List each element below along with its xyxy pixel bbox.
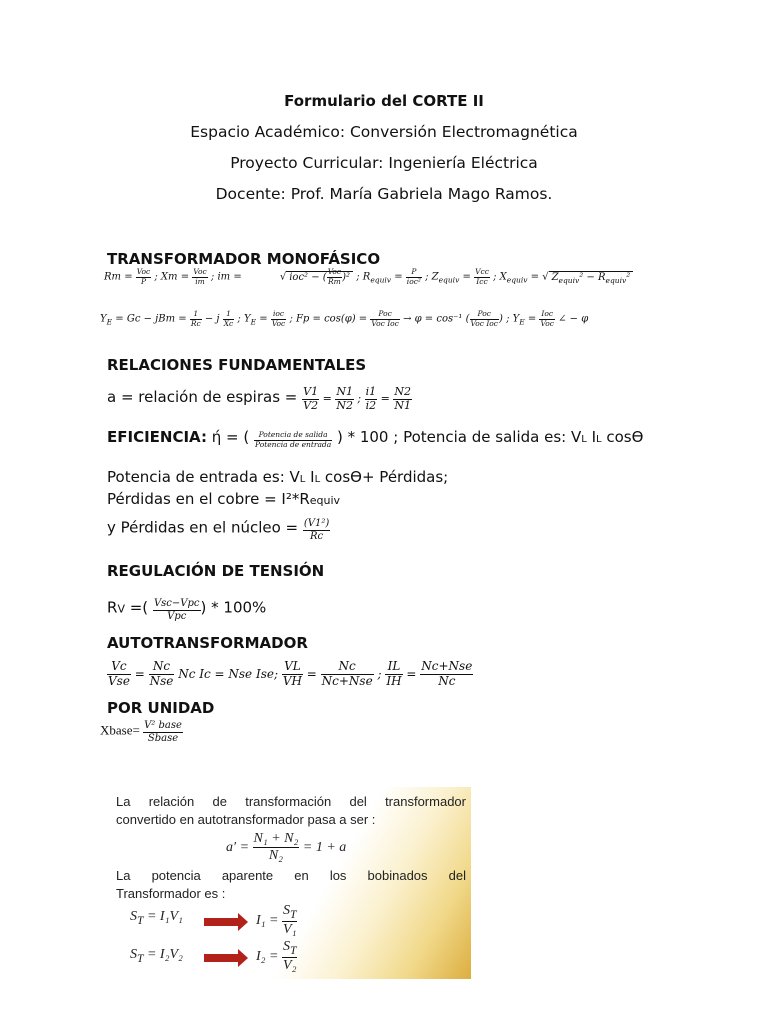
potencia-entrada-text: Potencia de entrada es: VL IL cosϴ+ Pérdidas;: [107, 468, 449, 486]
figure-equation-a: a′ = $\frac{\text{N₁ + N₂}}{\text{N₂}}$ = 1 + a: [226, 831, 347, 864]
figure-equation-i2: I₂ = $\frac{S_T}{\text{V₂}}$: [256, 939, 297, 974]
perdidas-cobre-text: Pérdidas en el cobre = I²*Requiv: [107, 490, 341, 508]
figure-equation-st2: $S_T = I_2V_2$: [130, 947, 183, 965]
document-title: Formulario del CORTE II: [284, 92, 484, 110]
relacion-espiras-label: a = relación de espiras =: [107, 388, 298, 407]
figure-text-line3: La potencia aparente en los bobinados del: [116, 868, 466, 883]
formula-xbase: Xbase= V² base Sbase: [100, 720, 182, 744]
arrow-right-icon: [204, 918, 238, 926]
section-transformador-monofasico: TRANSFORMADOR MONOFÁSICO: [107, 250, 381, 268]
formula-rm-xm-im: Rm = Voc P ; Xm = Voc im ; im = √ ioc² − ( Voc Rm )² ; $R_{equiv}$ = P ioc² ; $Z_{equiv}$ = Vcc Icc ; $X_{equiv}$ = √ $Z_{equiv}^2 - R_{equiv}^2$: [104, 268, 633, 286]
section-regulacion-tension: REGULACIÓN DE TENSIÓN: [107, 562, 325, 580]
subtitle-academic-space: Espacio Académico: Conversión Electromagnética: [190, 123, 578, 141]
figure-text-line1: La relación de transformación del transformador: [116, 794, 466, 809]
figure-equation-i1: I₁ = $\frac{S_T}{\text{V₁}}$: [256, 903, 297, 938]
perdidas-nucleo-text: y Pérdidas en el núcleo = $\frac{\text{(V1²)}}{Rc}$: [107, 518, 330, 542]
formula-ye-fp: $Y_E = Gc$ − jBm = $\frac{1}{Rc}$ − j $\frac{1}{Xc}$ ; $Y_E$ = ioc Voc ; Fp = cos(φ) = Poc Voc Ioc → φ = cos⁻¹ ( Poc Voc Ioc ) ; $Y_E$ = Ioc Voc ∠ − φ: [100, 309, 589, 328]
arrow-right-icon: [204, 954, 238, 962]
figure-equation-st1: $S_T = I_1V_1$: [130, 909, 183, 927]
formula-autotransformador: Vc Vse = Nc Nse Nc Ic = Nse Ise; $\frac{VL}{VH}$ = Nc Nc+Nse ; $\frac{IL}{IH}$ = Nc+Nse Nc: [108, 659, 473, 688]
autotransformer-figure: [108, 787, 471, 979]
figure-text-line2: convertido en autotransformador pasa a ser :: [116, 812, 376, 827]
section-eficiencia: EFICIENCIA:: [107, 428, 207, 446]
section-por-unidad: POR UNIDAD: [107, 699, 215, 717]
subtitle-teacher: Docente: Prof. María Gabriela Mago Ramos.: [215, 185, 553, 203]
formula-eficiencia: EFICIENCIA: ή = ( Potencia de salida Potencia de entrada ) * 100 ; Potencia de salida es: VL IL cosϴ: [107, 428, 644, 449]
formula-relacion-espiras: a = relación de espiras = $\frac{V1}{V2}$ = $\frac{N1}{N2}$ ; $\frac{i1}{i2}$ = $\frac{N2}{N1}$: [107, 385, 412, 412]
subtitle-curricular-project: Proyecto Curricular: Ingeniería Eléctrica: [230, 154, 538, 172]
section-autotransformador: AUTOTRANSFORMADOR: [107, 634, 308, 652]
section-relaciones-fundamentales: RELACIONES FUNDAMENTALES: [107, 356, 367, 374]
potencia-salida-text: ; Potencia de salida es: V: [393, 428, 582, 446]
formula-regulacion: RV =( Vsc−Vpc Vpc ) * 100%: [107, 598, 267, 622]
figure-text-line4: Transformador es :: [116, 886, 226, 901]
